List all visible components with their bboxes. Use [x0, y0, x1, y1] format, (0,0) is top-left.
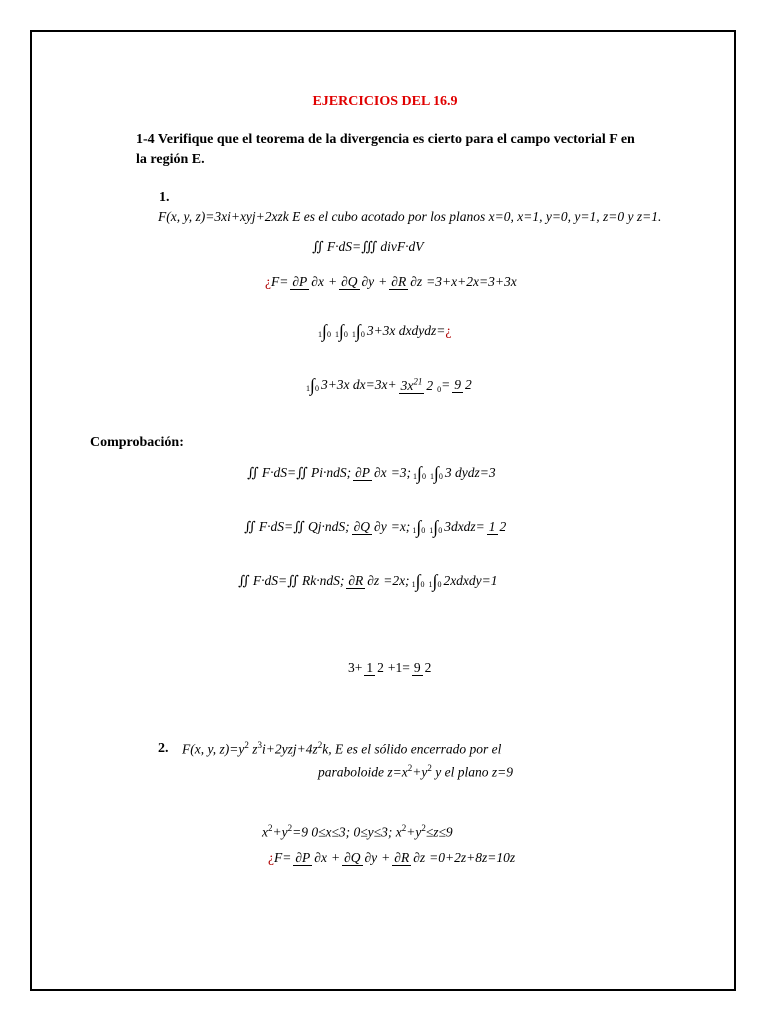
single-integral — [304, 376, 476, 394]
fraction-dp-dx: ∂P ∂x — [295, 849, 327, 865]
exercise-2-statement: F(x, y, $z)=y^2$ $z^3i+2yzj+4z^2k$, E es el sólido encerrado por el — [182, 740, 502, 757]
integral-limits: 1∫0 — [428, 571, 442, 591]
integral-limits: 1∫0 — [429, 463, 443, 483]
integral-limits: 1∫0 — [412, 517, 426, 537]
check-line-2-value: =x; — [390, 519, 411, 534]
fraction-dq-dy: ∂Q ∂y — [344, 849, 378, 865]
triple-integral — [316, 322, 451, 340]
divergence-theorem: ∬ F·dS=∭ divF·dV — [312, 239, 424, 254]
integrand: 3+3x dxdydz= — [366, 323, 446, 338]
div-lhs: F= — [271, 274, 289, 289]
check-line-3 — [238, 572, 498, 590]
plus-sign: + — [330, 850, 341, 865]
check-sum — [348, 660, 435, 676]
check-line-3-value: =2x; — [383, 573, 410, 588]
fraction-dr-dz: ∂R ∂z — [391, 273, 423, 289]
divergence-expression-2 — [268, 850, 515, 866]
integral-limits: 1∫0 — [413, 463, 426, 483]
inverted-question-mark: ¿ — [265, 274, 271, 289]
check-line-2-lhs: ∬ F·dS=∬ Qj·ndS; — [244, 519, 350, 534]
plus-sign: + — [378, 274, 388, 289]
div-result: =0+2z+8z=10z — [429, 850, 516, 865]
check-line-3-lhs: ∬ F·dS=∬ Rk·ndS; — [238, 573, 345, 588]
exercise-1-number: 1. — [159, 190, 170, 205]
check-line-1 — [247, 464, 496, 482]
plus-sign: + — [381, 850, 391, 865]
page-title: EJERCICIOS DEL 16.9 — [312, 94, 458, 109]
divergence-expression — [265, 274, 517, 290]
exercise-2-statement-line-2: paraboloide $z=x^2+y^2$ y el plano z=9 — [318, 763, 513, 780]
exercise-2-number: 2. — [158, 741, 169, 756]
check-line-3-result: 2xdxdy=1 — [443, 573, 498, 588]
fraction-dr-dz: ∂R ∂z — [394, 849, 426, 865]
fraction-1-2: 1 2 — [488, 518, 507, 534]
lower-limit: 0 — [437, 385, 442, 394]
intro-line-2: la región E. — [136, 152, 205, 167]
fraction-dp-dx: ∂P ∂x — [292, 273, 324, 289]
fraction-dp-dx: ∂P ∂x — [355, 464, 387, 480]
check-line-2-result: 3dxdz= — [444, 519, 485, 534]
region-bounds: $x^2+y^2=9$ 0≤x≤3; 0≤y≤3; $x^2+y^2\le z\le 9$ — [262, 823, 453, 840]
fraction-dq-dy: ∂Q ∂y — [353, 518, 387, 534]
inverted-question-mark: ¿ — [445, 323, 452, 338]
plus-sign: + — [327, 274, 338, 289]
check-line-1-result: 3 dydz=3 — [444, 465, 496, 480]
fraction-1-2: 1 2 — [366, 659, 384, 675]
exercise-1-statement: F(x, y, z)=3xi+xyj+2xzk E es el cubo acotado por los planos x=0, x=1, y=0, y=1, z=0 y z=1. — [158, 209, 662, 224]
check-line-2 — [244, 518, 510, 536]
document-page — [30, 30, 736, 991]
intro-line-1: 1-4 Verifique que el teorema de la divergencia es cierto para el campo vectorial F en — [136, 132, 635, 147]
div-lhs: F= — [274, 850, 292, 865]
fraction-dr-dz: ∂R ∂z — [348, 572, 380, 588]
sum-term: +1= — [387, 660, 410, 675]
fraction-9-2: 9 2 — [413, 659, 432, 675]
check-line-1-lhs: ∬ F·dS=∬ Pi·ndS; — [247, 465, 352, 480]
fraction-dq-dy: ∂Q ∂y — [341, 273, 375, 289]
integral-limits: 1∫0 — [429, 517, 443, 537]
fraction-9-2: 9 2 — [454, 376, 472, 392]
integral-limits: 1∫0 — [351, 321, 365, 341]
integral-limits: 1∫0 — [334, 321, 348, 341]
check-line-1-value: =3; — [390, 465, 412, 480]
sum-term: 3+ — [348, 660, 363, 675]
integral-limits: 1∫0 — [411, 571, 425, 591]
equals: = — [441, 377, 451, 392]
fraction-3x2-2: $3x^{21}$ 2 — [400, 376, 434, 393]
div-result: =3+x+2x=3+3x — [426, 274, 517, 289]
check-heading: Comprobación: — [90, 435, 184, 450]
integral-expression: 3+3x dx=3x+ — [320, 377, 397, 392]
integral-limits: 1∫0 — [318, 321, 331, 341]
inverted-question-mark: ¿ — [268, 850, 274, 865]
integral-limits: 1∫0 — [306, 375, 319, 395]
